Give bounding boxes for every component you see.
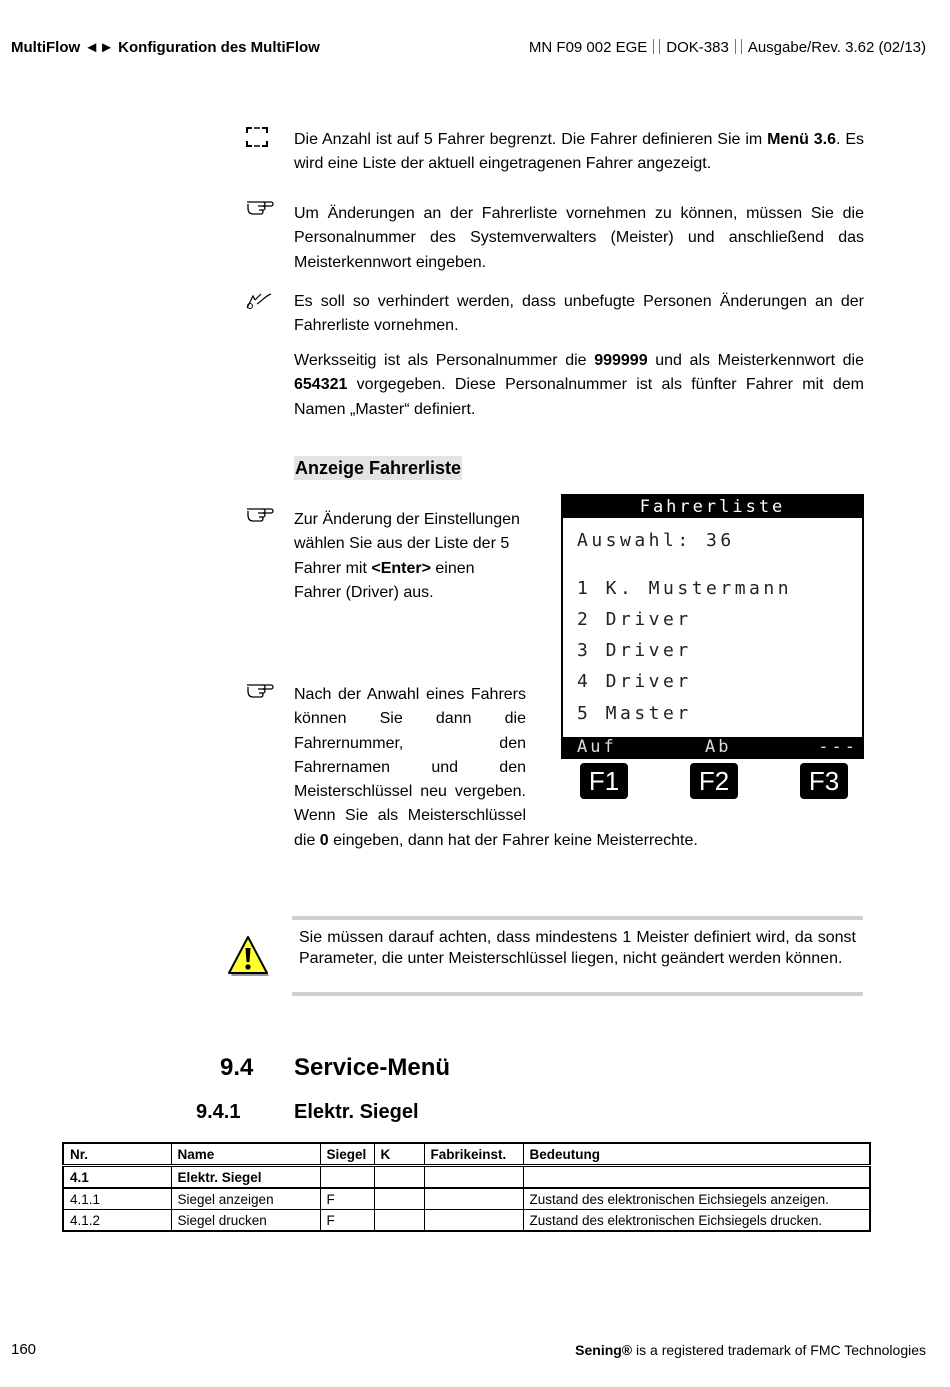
warning-bottom-rule xyxy=(292,992,863,996)
note-driver-limit: Die Anzahl ist auf 5 Fahrer begrenzt. Die Fahrer definieren Sie im Menü 3.6. Es wird eine Liste der aktuell eingetragenen Fahrer angezeigt. xyxy=(294,131,865,173)
header-title: MultiFlow ◄► Konfiguration des MultiFlow xyxy=(11,39,320,56)
note-admin-password: Um Änderungen an der Fahrerliste vornehmen zu können, müssen Sie die Personalnummer des Systemverwalters (Meister) und anschließend das Meisterkennwort eingeben. xyxy=(294,205,864,271)
section-number: 9.4 xyxy=(220,1054,254,1081)
table-cell: F xyxy=(320,1210,374,1232)
pen-icon xyxy=(245,292,275,314)
lcd-softkey-bar xyxy=(563,737,862,757)
table-cell xyxy=(424,1210,523,1232)
table-header: K xyxy=(374,1143,424,1166)
page-number: 160 xyxy=(11,1341,37,1358)
table-header-row xyxy=(63,1143,870,1166)
lcd-driver-line[interactable]: 2 Driver xyxy=(577,609,692,630)
pointing-hand-icon xyxy=(245,196,275,218)
table-header: Siegel xyxy=(320,1143,374,1166)
menu-table xyxy=(62,1142,871,1232)
f3-key[interactable]: F3 xyxy=(800,763,848,799)
table-cell: F xyxy=(320,1188,374,1210)
table-header: Nr. xyxy=(63,1143,171,1166)
warning-triangle-icon xyxy=(226,934,270,978)
doc-ref: DOK-383 xyxy=(666,39,729,56)
subheading-driver-list: Anzeige Fahrerliste xyxy=(295,458,462,478)
doc-number: MN F09 002 EGE xyxy=(528,39,648,56)
trademark-note: Sening® is a registered trademark of FMC Technologies xyxy=(575,1342,926,1358)
table-header: Name xyxy=(171,1143,320,1166)
lcd-driver-line[interactable]: 4 Driver xyxy=(577,671,692,692)
f2-key[interactable]: F2 xyxy=(690,763,738,799)
table-cell xyxy=(374,1210,424,1232)
revision: Ausgabe/Rev. 3.62 (02/13) xyxy=(747,39,926,56)
table-row xyxy=(63,1188,870,1210)
f1-key[interactable]: F1 xyxy=(580,763,628,799)
table-cell: 4.1 xyxy=(63,1166,171,1189)
header-doc-info xyxy=(529,39,926,56)
softkey-label-down: Ab xyxy=(705,737,732,757)
separator-icon xyxy=(653,39,660,54)
note-factory-defaults: Werksseitig ist als Personalnummer die 999999 und als Meisterkennwort die 654321 vorgegeben. Diese Personalnummer ist als fünfter Fahrer mit dem Namen „Master“ definiert. xyxy=(294,352,865,418)
table-cell xyxy=(374,1166,424,1189)
table-cell xyxy=(374,1188,424,1210)
note-unauthorized: Es soll so verhindert werden, dass unbefugte Personen Änderungen an der Fahrerliste vornehmen. xyxy=(294,293,864,335)
table-cell: Zustand des elektronischen Eichsiegels anzeigen. xyxy=(523,1188,870,1210)
table-header: Fabrikeinst. xyxy=(424,1143,523,1166)
subsection-title: Elektr. Siegel xyxy=(294,1101,419,1123)
table-cell xyxy=(424,1188,523,1210)
lcd-driver-line[interactable]: 1 K. Mustermann xyxy=(577,578,793,599)
lcd-display xyxy=(561,494,864,759)
table-cell: Siegel drucken xyxy=(171,1210,320,1232)
subsection-number: 9.4.1 xyxy=(196,1101,241,1123)
table-row xyxy=(63,1210,870,1232)
pointing-hand-icon xyxy=(245,679,275,701)
softkey-label-up: Auf xyxy=(577,737,617,757)
instruction-edit-driver: Nach der Anwahl eines Fahrers können Sie dann die Fahrernummer, den Fahrernamen und den Meisterschlüssel neu vergeben. Wenn Sie als Meisterschlüssel die 0 eingeben, dann hat der Fahrer keine Meisterrechte. xyxy=(294,683,864,853)
table-cell xyxy=(523,1166,870,1189)
table-cell: Elektr. Siegel xyxy=(171,1166,320,1189)
table-cell xyxy=(424,1166,523,1189)
pointing-hand-icon xyxy=(245,503,275,525)
table-cell: 4.1.1 xyxy=(63,1188,171,1210)
lcd-driver-line[interactable]: 5 Master xyxy=(577,703,692,724)
lcd-driver-line[interactable]: 3 Driver xyxy=(577,640,692,661)
warning-text: Sie müssen darauf achten, dass mindestens 1 Meister definiert wird, da sonst Parameter, die unter Meisterschlüssel liegen, nicht geändert werden können. xyxy=(299,929,856,967)
table-header: Bedeutung xyxy=(523,1143,870,1166)
warning-top-rule xyxy=(292,916,863,920)
table-row xyxy=(63,1166,870,1189)
softkey-label-none: --- xyxy=(818,737,858,757)
lcd-selection: Auswahl: 36 xyxy=(577,530,735,551)
section-title: Service-Menü xyxy=(294,1054,451,1081)
lcd-title: Fahrerliste xyxy=(563,496,862,518)
note-frame-icon xyxy=(245,126,275,148)
table-cell: Siegel anzeigen xyxy=(171,1188,320,1210)
table-cell xyxy=(320,1166,374,1189)
table-cell: Zustand des elektronischen Eichsiegels drucken. xyxy=(523,1210,870,1232)
table-cell: 4.1.2 xyxy=(63,1210,171,1232)
instruction-select-driver: Zur Änderung der Einstellungen wählen Sie aus der Liste der 5 Fahrer mit <Enter> einen Fahrer (Driver) aus. xyxy=(294,511,520,601)
separator-icon xyxy=(735,39,742,54)
